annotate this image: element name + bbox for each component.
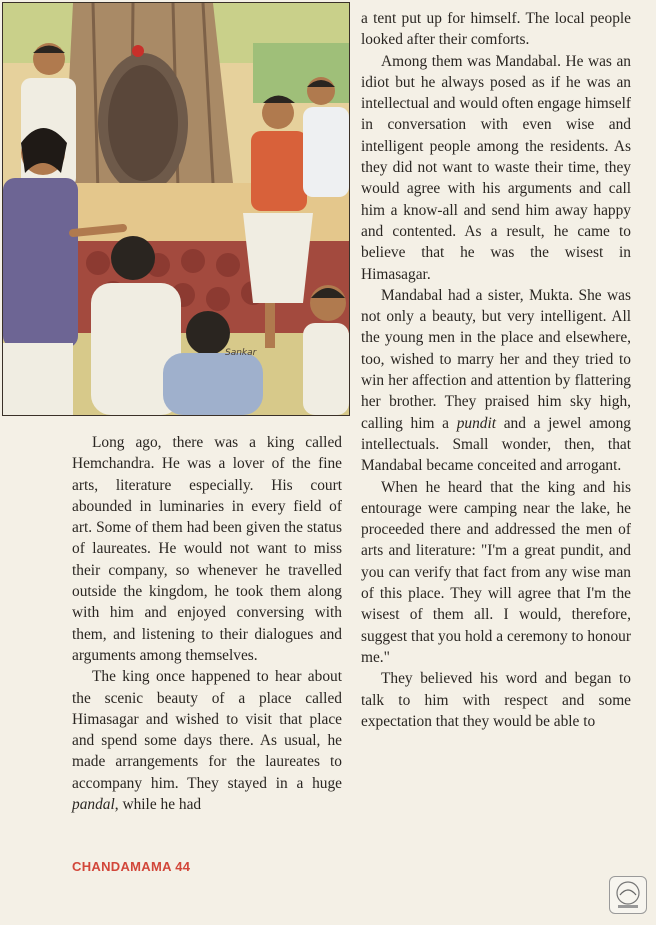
italic-word: pundit [456,414,497,432]
paragraph [361,285,631,477]
left-column [72,432,342,815]
library-stamp-icon [609,876,647,914]
paragraph: When he heard that the king and his entourage were camping near the lake, he proceeded there and addressed the men of arts and literature: "I'm a great pundit, and you can verify that fact from any wise man of this place. They will agree that I'm the wisest of them all. I would, therefore, suggest that you hold a ceremony to honour me." [361,478,631,666]
paragraph-text: Mandabal had a sister, Mukta. She was not only a beauty, but very intelligent. All the young men in the place and elsewhere, too, wished to marry her and they tried to win her affection and attention by flattering her brother. They praised him sky high, calling him a [361,286,631,432]
paragraph-text: and a jewel among intellectuals. Small wonder, then, that Mandabal became conceited and arrogant. [361,414,631,475]
italic-word: pandal [72,796,115,814]
story-illustration [2,2,350,416]
svg-text:Sankar: Sankar [225,348,257,358]
paragraph: They believed his word and began to talk to him with respect and some expectation that they would be able to [361,670,631,730]
paragraph-text: , while he had [114,796,202,814]
page-footer: CHANDAMAMA 44 [72,859,191,874]
paragraph: Long ago, there was a king called Hemchandra. He was a lover of the fine arts, literature especially. His court abounded in luminaries in every field of art. Some of them had been given the status of laureates. He would not want to miss their company, so whenever he travelled outside the kingdom, he took them along with him and enjoyed conversing with them, and listening to their dialogues and arguments among themselves. [72,434,342,664]
paragraph-text: The king once happened to hear about the scenic beauty of a place called Himasagar and wished to visit that place and spend some days there. As usual, he made arrangements for the laureates to accompany him. They stayed in a huge [72,668,342,792]
right-column [361,8,631,732]
paragraph [72,666,342,815]
paragraph: Among them was Mandabal. He was an idiot but he always posed as if he was an intellectual and would often engage himself in conversation with even wise and intelligent people among the residents. As they did not want to waste their time, they would agree with his arguments and call him a know-all and send him away happy and contented. As a result, he came to believe that he was the wisest in Himasagar. [361,52,631,283]
paragraph: a tent put up for himself. The local people looked after their comforts. [361,10,631,49]
